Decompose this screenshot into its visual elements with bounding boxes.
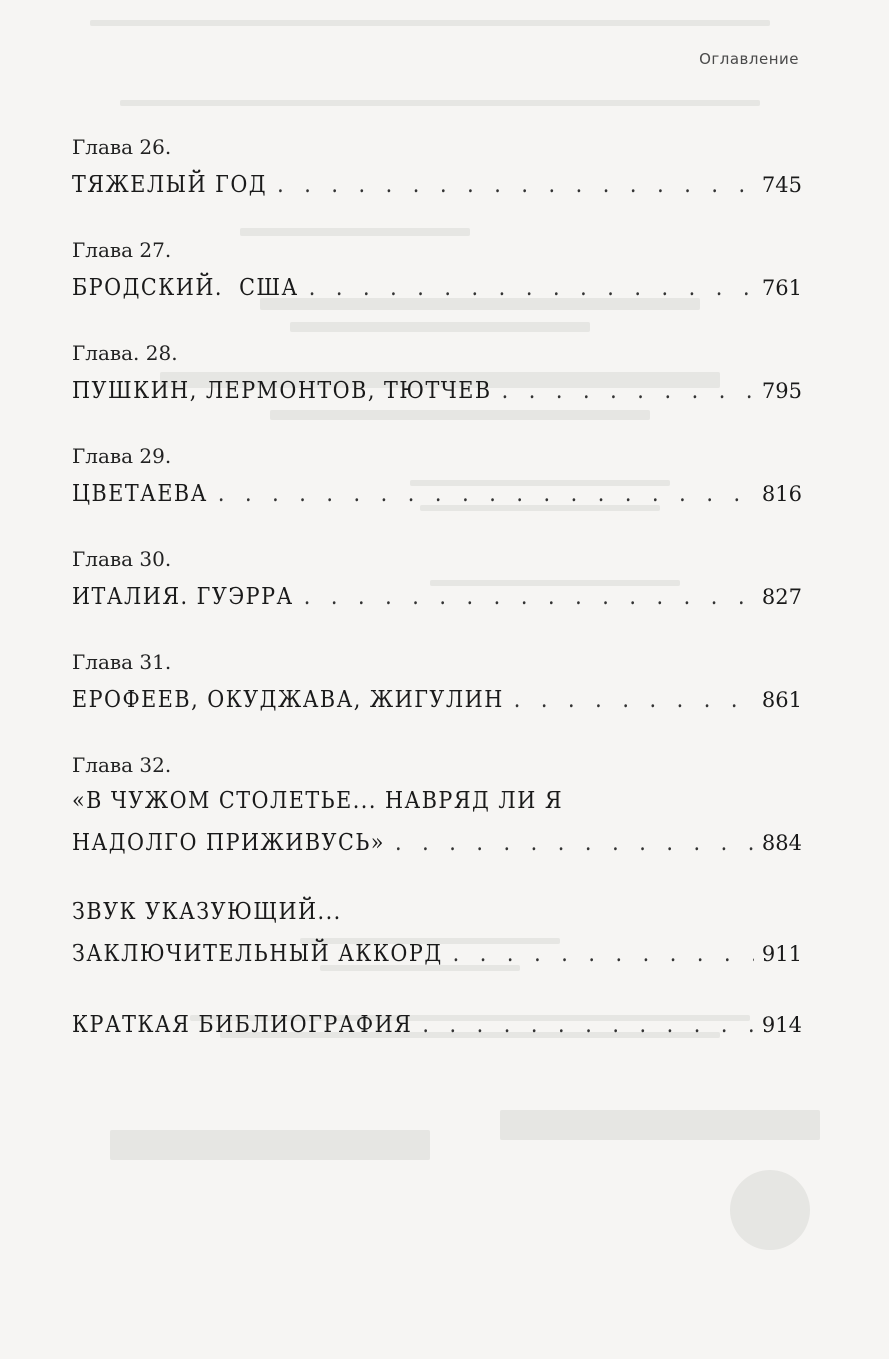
dot-leader [422,1002,754,1048]
toc-line [72,162,802,208]
running-head: Оглавление [699,50,799,68]
dot-leader [309,265,754,311]
toc-entry-chapter-30 [72,544,802,620]
page-number: 884 [761,831,802,855]
toc-entry-chapter-29 [72,441,802,517]
page-number: 914 [761,1013,802,1037]
toc-line [72,471,802,517]
bleed-through-mark [730,1170,810,1250]
page-number: 816 [761,482,802,506]
page-number: 827 [761,585,802,609]
dot-leader [395,822,754,864]
chapter-title: ИТАЛИЯ. ГУЭРРА [72,584,294,610]
section-title-line-2: ЗАКЛЮЧИТЕЛЬНЫЙ АККОРД [72,941,443,967]
toc-entry-chapter-32 [72,750,802,864]
chapter-label: Глава 30. [72,547,172,571]
chapter-title: ПУШКИН, ЛЕРМОНТОВ, ТЮТЧЕВ [72,378,492,404]
bleed-through-mark [500,1110,820,1140]
chapter-label: Глава 26. [72,135,172,159]
dot-leader [453,933,754,975]
toc-line [72,574,802,620]
page-number: 761 [761,276,802,300]
chapter-label: Глава. 28. [72,341,178,365]
toc-line [72,265,802,311]
chapter-title: ЕРОФЕЕВ, ОКУДЖАВА, ЖИГУЛИН [72,687,504,713]
section-title-line-1: ЗВУК УКАЗУЮЩИЙ... [72,899,342,925]
page-number: 911 [761,942,802,966]
toc-line [72,677,802,723]
chapter-title-line-2: НАДОЛГО ПРИЖИВУСЬ» [72,830,385,856]
chapter-title-line-1: «В ЧУЖОМ СТОЛЕТЬЕ... НАВРЯД ЛИ Я [72,788,564,814]
table-of-contents [72,132,802,1075]
bleed-through-mark [90,20,770,26]
toc-line [72,822,802,864]
page-number: 795 [761,379,802,403]
chapter-title: БРОДСКИЙ. США [72,275,299,301]
toc-entry-final-chord [72,891,802,975]
dot-leader [502,368,754,414]
toc-line [72,1002,802,1048]
toc-entry-chapter-31 [72,647,802,723]
dot-leader [304,574,754,620]
dot-leader [218,471,754,517]
dot-leader [277,162,754,208]
toc-line [72,933,802,975]
toc-entry-chapter-28 [72,338,802,414]
toc-line [72,368,802,414]
chapter-label: Глава 32. [72,753,172,777]
chapter-label: Глава 27. [72,238,172,262]
toc-entry-chapter-26 [72,132,802,208]
page-number: 861 [761,688,802,712]
page-number: 745 [761,173,802,197]
chapter-title: ТЯЖЕЛЫЙ ГОД [72,172,268,198]
dot-leader [514,677,754,723]
chapter-label: Глава 29. [72,444,172,468]
section-title: КРАТКАЯ БИБЛИОГРАФИЯ [72,1012,413,1038]
toc-entry-chapter-27 [72,235,802,311]
bleed-through-mark [110,1130,430,1160]
chapter-label: Глава 31. [72,650,172,674]
chapter-title: ЦВЕТАЕВА [72,481,208,507]
toc-entry-bibliography [72,1002,802,1048]
bleed-through-mark [120,100,760,106]
